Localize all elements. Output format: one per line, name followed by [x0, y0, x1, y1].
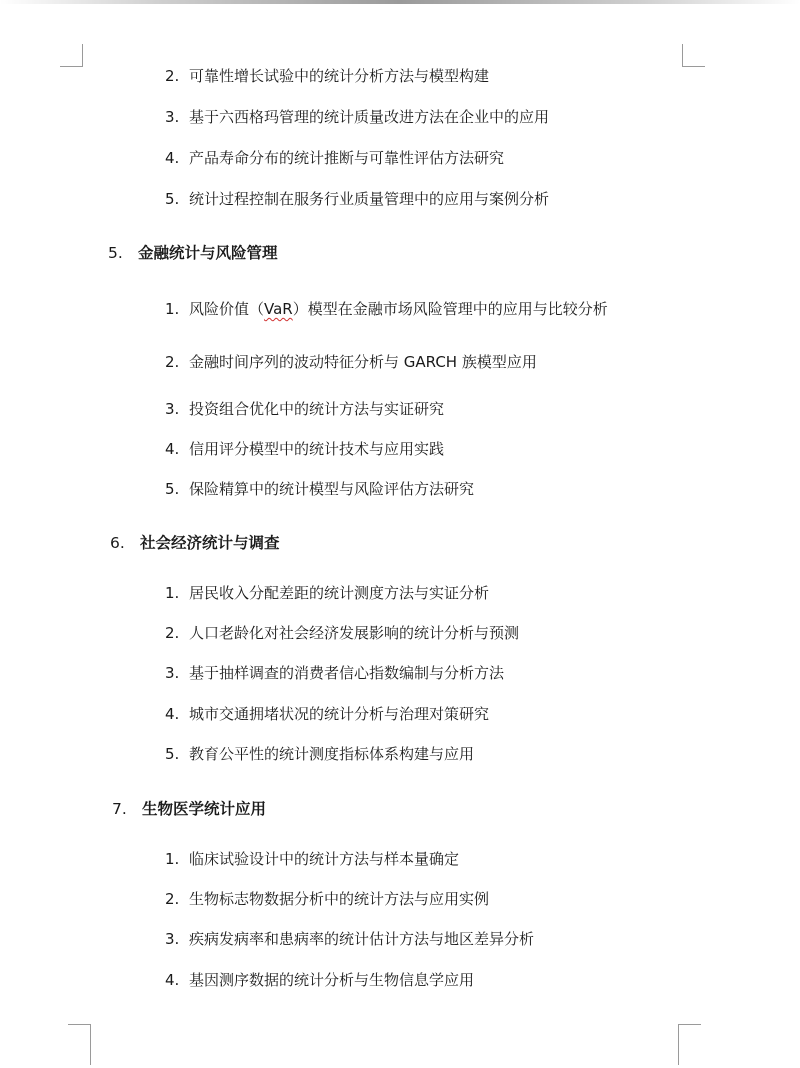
- item-number: 5.: [165, 190, 180, 208]
- list-item: [165, 581, 489, 605]
- item-number: 1.: [165, 584, 180, 602]
- section-heading: [108, 240, 278, 266]
- margin-crop-mark-bottom-right: [678, 1024, 701, 1065]
- item-number: 4.: [165, 705, 180, 723]
- item-text: 统计过程控制在服务行业质量管理中的应用与案例分析: [189, 190, 550, 208]
- list-item: [165, 64, 489, 88]
- margin-crop-mark-bottom-left: [68, 1024, 91, 1065]
- list-item: [165, 927, 534, 951]
- item-number: 1.: [165, 850, 180, 868]
- item-text: 保险精算中的统计模型与风险评估方法研究: [189, 480, 475, 498]
- list-item: [165, 742, 474, 766]
- section-title: 社会经济统计与调查: [140, 534, 280, 552]
- list-item: [165, 847, 459, 871]
- list-item: [165, 887, 489, 911]
- item-number: 4.: [165, 149, 180, 167]
- item-number: 5.: [165, 745, 180, 763]
- list-item: [165, 621, 519, 645]
- item-number: 2.: [165, 624, 180, 642]
- item-number: 2.: [165, 353, 180, 371]
- list-item: [165, 350, 537, 374]
- item-text: 疾病发病率和患病率的统计估计方法与地区差异分析: [189, 930, 535, 948]
- item-number: 3.: [165, 108, 180, 126]
- list-item: [165, 397, 444, 421]
- list-item: [165, 702, 489, 726]
- scan-top-edge: [0, 0, 800, 4]
- margin-crop-mark-top-right: [682, 44, 705, 67]
- list-item: [165, 661, 504, 685]
- section-number: 6.: [110, 534, 125, 552]
- item-text: 生物标志物数据分析中的统计方法与应用实例: [189, 890, 490, 908]
- item-number: 3.: [165, 400, 180, 418]
- item-text: 城市交通拥堵状况的统计分析与治理对策研究: [189, 705, 490, 723]
- item-text-post: ）模型在金融市场风险管理中的应用与比较分析: [292, 300, 608, 318]
- spellcheck-marked-word: VaR: [264, 300, 293, 318]
- section-heading: [112, 796, 266, 822]
- item-text: 基于六西格玛管理的统计质量改进方法在企业中的应用: [189, 108, 550, 126]
- item-number: 3.: [165, 930, 180, 948]
- margin-crop-mark-top-left: [60, 44, 83, 67]
- item-text: 人口老龄化对社会经济发展影响的统计分析与预测: [189, 624, 520, 642]
- item-number: 3.: [165, 664, 180, 682]
- item-number: 2.: [165, 890, 180, 908]
- item-number: 2.: [165, 67, 180, 85]
- list-item: [165, 968, 474, 992]
- list-item: [165, 297, 608, 321]
- item-text: 临床试验设计中的统计方法与样本量确定: [189, 850, 460, 868]
- section-heading: [110, 530, 280, 556]
- list-item: [165, 146, 504, 170]
- item-text: 基因测序数据的统计分析与生物信息学应用: [189, 971, 475, 989]
- list-item: [165, 187, 549, 211]
- section-number: 5.: [108, 244, 123, 262]
- item-text-pre: 风险价值（: [189, 300, 265, 318]
- section-title: 金融统计与风险管理: [138, 244, 278, 262]
- item-text: 可靠性增长试验中的统计分析方法与模型构建: [189, 67, 490, 85]
- item-text: 产品寿命分布的统计推断与可靠性评估方法研究: [189, 149, 505, 167]
- item-text: 基于抽样调查的消费者信心指数编制与分析方法: [189, 664, 505, 682]
- item-text: 信用评分模型中的统计技术与应用实践: [189, 440, 445, 458]
- item-number: 4.: [165, 440, 180, 458]
- item-number: 1.: [165, 300, 180, 318]
- item-text: 教育公平性的统计测度指标体系构建与应用: [189, 745, 475, 763]
- list-item: [165, 477, 474, 501]
- item-number: 5.: [165, 480, 180, 498]
- item-number: 4.: [165, 971, 180, 989]
- section-title: 生物医学统计应用: [142, 800, 267, 818]
- item-text: 居民收入分配差距的统计测度方法与实证分析: [189, 584, 490, 602]
- list-item: [165, 437, 444, 461]
- list-item: [165, 105, 549, 129]
- item-text: 投资组合优化中的统计方法与实证研究: [189, 400, 445, 418]
- section-number: 7.: [112, 800, 127, 818]
- item-text: 金融时间序列的波动特征分析与 GARCH 族模型应用: [189, 353, 537, 371]
